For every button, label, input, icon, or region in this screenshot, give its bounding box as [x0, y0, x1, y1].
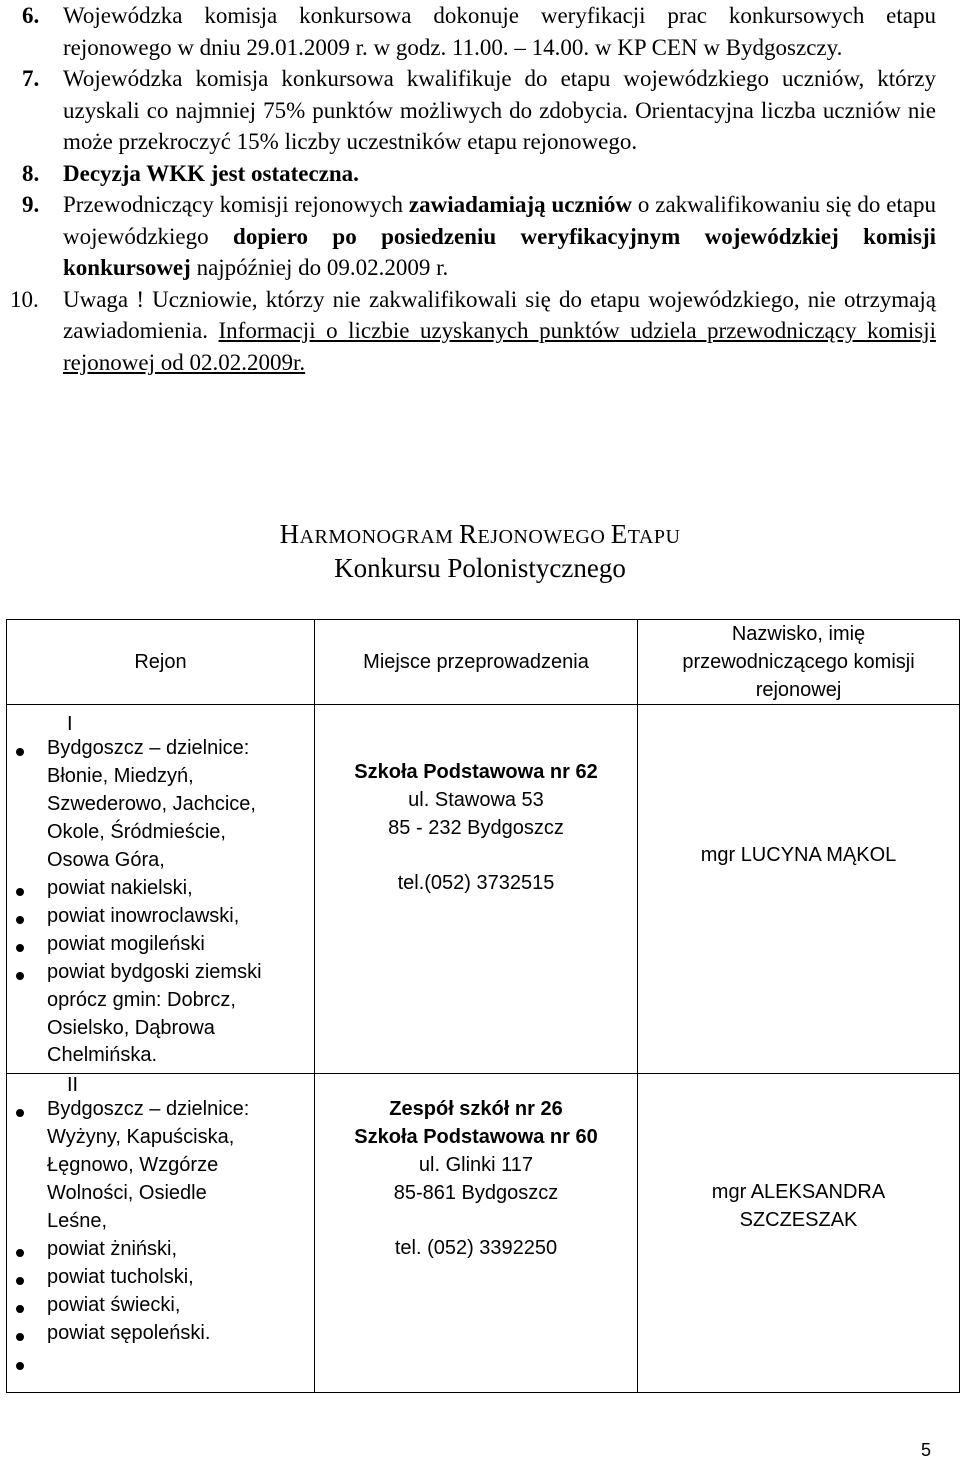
school-name: Zespół szkół nr 26	[389, 1098, 563, 1120]
rule-text-bold: zawiadamiają uczniów	[408, 192, 633, 217]
rule-number: 7.	[22, 66, 40, 91]
region-number: II	[67, 1074, 79, 1096]
school-city: 85-861 Bydgoszcz	[393, 1182, 559, 1204]
region-line: powiat tucholski,	[47, 1266, 194, 1288]
rule-text: Wojewódzka komisja konkursowa dokonuje weryfikacji prac konkursowych etapu rejonowego w dniu 29.01.2009 r. w godz. 11.00. – 14.00. w KP CEN w Bydgoszczy.	[63, 3, 936, 60]
table-header-row	[7, 620, 960, 705]
rule-text-part: Przewodniczący komisji rejonowych	[63, 192, 404, 217]
location-cell	[315, 1074, 638, 1393]
region-line: powiat inowroclawski,	[47, 905, 240, 927]
header-przewodniczacy: Nazwisko, imię przewodniczącego komisji rejonowej	[638, 620, 960, 705]
bullet-icon	[16, 1109, 24, 1117]
region-line: powiat mogileński	[47, 933, 205, 955]
region-number: I	[67, 713, 73, 735]
rule-text: Wojewódzka komisja konkursowa kwalifikuje do etapu wojewódzkiego uczniów, którzy uzyskali co najmniej 75% punktów możliwych do zdobycia. Orientacyjna liczba uczniów nie może przekroczyć 15% liczby uczestników etapu rejonowego.	[63, 66, 936, 154]
school-street: ul. Stawowa 53	[408, 789, 544, 811]
region-line: Osowa Góra,	[47, 849, 165, 871]
region-line: Osielsko, Dąbrowa	[47, 1017, 215, 1039]
region-line: Błonie, Miedzyń,	[47, 765, 194, 787]
rejon-cell	[7, 705, 315, 1074]
chair-cell	[638, 705, 960, 1074]
rule-text-part: o zakwalifikowaniu się do etapu wojewódzkiego	[63, 192, 937, 249]
rule-6	[0, 0, 936, 63]
bullet-icon	[16, 916, 24, 924]
region-line: Bydgoszcz – dzielnice:	[47, 737, 250, 759]
rule-10	[0, 284, 936, 379]
rule-text-part: najpóźniej do 09.02.2009 r.	[196, 255, 449, 280]
rule-number: 10.	[10, 286, 39, 312]
bullet-icon	[16, 944, 24, 952]
rule-8	[0, 158, 936, 190]
rule-text: Decyzja WKK jest ostateczna.	[63, 160, 359, 186]
region-line: Leśne,	[47, 1210, 108, 1232]
table-row	[7, 1074, 960, 1393]
page-number: 5	[921, 1440, 932, 1460]
school-city: 85 - 232 Bydgoszcz	[388, 817, 564, 839]
rule-7	[0, 63, 936, 158]
region-line: Chelmińska.	[47, 1044, 158, 1066]
region-line: Łęgnowo, Wzgórze	[47, 1154, 219, 1176]
region-line: powiat świecki,	[47, 1294, 181, 1316]
rule-9	[0, 189, 936, 284]
rejon-cell	[7, 1074, 315, 1393]
region-line: powiat żniński,	[47, 1238, 178, 1260]
region-line: Wyżyny, Kapuściska,	[47, 1126, 235, 1148]
header-rejon: Rejon	[7, 620, 315, 705]
school-phone: tel.(052) 3732515	[397, 872, 555, 894]
schedule-subtitle: Konkursu Polonistycznego	[334, 553, 626, 583]
region-line: powiat sępoleński.	[47, 1322, 211, 1344]
region-line: powiat nakielski,	[47, 877, 193, 899]
rule-number: 6.	[22, 3, 40, 28]
bullet-icon	[16, 972, 24, 980]
bullet-icon	[16, 748, 24, 756]
table-row	[7, 705, 960, 1074]
bullet-icon	[16, 888, 24, 896]
bullet-icon	[16, 1333, 24, 1341]
rule-text-bold: dopiero po posiedzeniu weryfikacyjnym wojewódzkiej komisji konkursowej	[63, 223, 937, 280]
bullet-icon	[16, 1362, 24, 1370]
header-miejsce: Miejsce przeprowadzenia	[315, 620, 638, 705]
school-phone: tel. (052) 3392250	[394, 1237, 558, 1259]
chair-name: SZCZESZAK	[739, 1209, 858, 1231]
rule-text-part: Uwaga ! Uczniowie, którzy nie zakwalifikowali się do etapu wojewódzkiego, nie otrzymają zawiadomienia.	[63, 286, 936, 343]
region-line: powiat bydgoski ziemski	[47, 961, 262, 983]
schedule-table	[6, 619, 960, 1393]
school-street: ul. Glinki 117	[418, 1154, 534, 1176]
bullet-icon	[16, 1249, 24, 1257]
location-cell	[315, 705, 638, 1074]
region-line: oprócz gmin: Dobrcz,	[47, 989, 236, 1011]
region-line: Okole, Śródmieście,	[47, 821, 226, 843]
chair-name: mgr LUCYNA MĄKOL	[700, 844, 897, 866]
rule-number: 9.	[22, 192, 40, 217]
region-line: Szwederowo, Jachcice,	[47, 793, 256, 815]
bullet-icon	[16, 1305, 24, 1313]
chair-cell	[638, 1074, 960, 1393]
region-line: Wolności, Osiedle	[47, 1182, 207, 1204]
chair-name: mgr ALEKSANDRA	[711, 1181, 886, 1203]
rule-number: 8.	[22, 160, 40, 186]
rule-text-underlined: Informacji o liczbie uzyskanych punktów udziela przewodniczący komisji rejonowej od 02.02.2009r.	[63, 318, 937, 375]
region-line: Bydgoszcz – dzielnice:	[47, 1098, 250, 1120]
bullet-icon	[16, 1277, 24, 1285]
school-name: Szkoła Podstawowa nr 60	[354, 1126, 598, 1148]
school-name: Szkoła Podstawowa nr 62	[354, 761, 598, 783]
rules-list	[0, 0, 936, 378]
schedule-title: HARMONOGRAM REJONOWEGO ETAPU	[279, 519, 681, 549]
